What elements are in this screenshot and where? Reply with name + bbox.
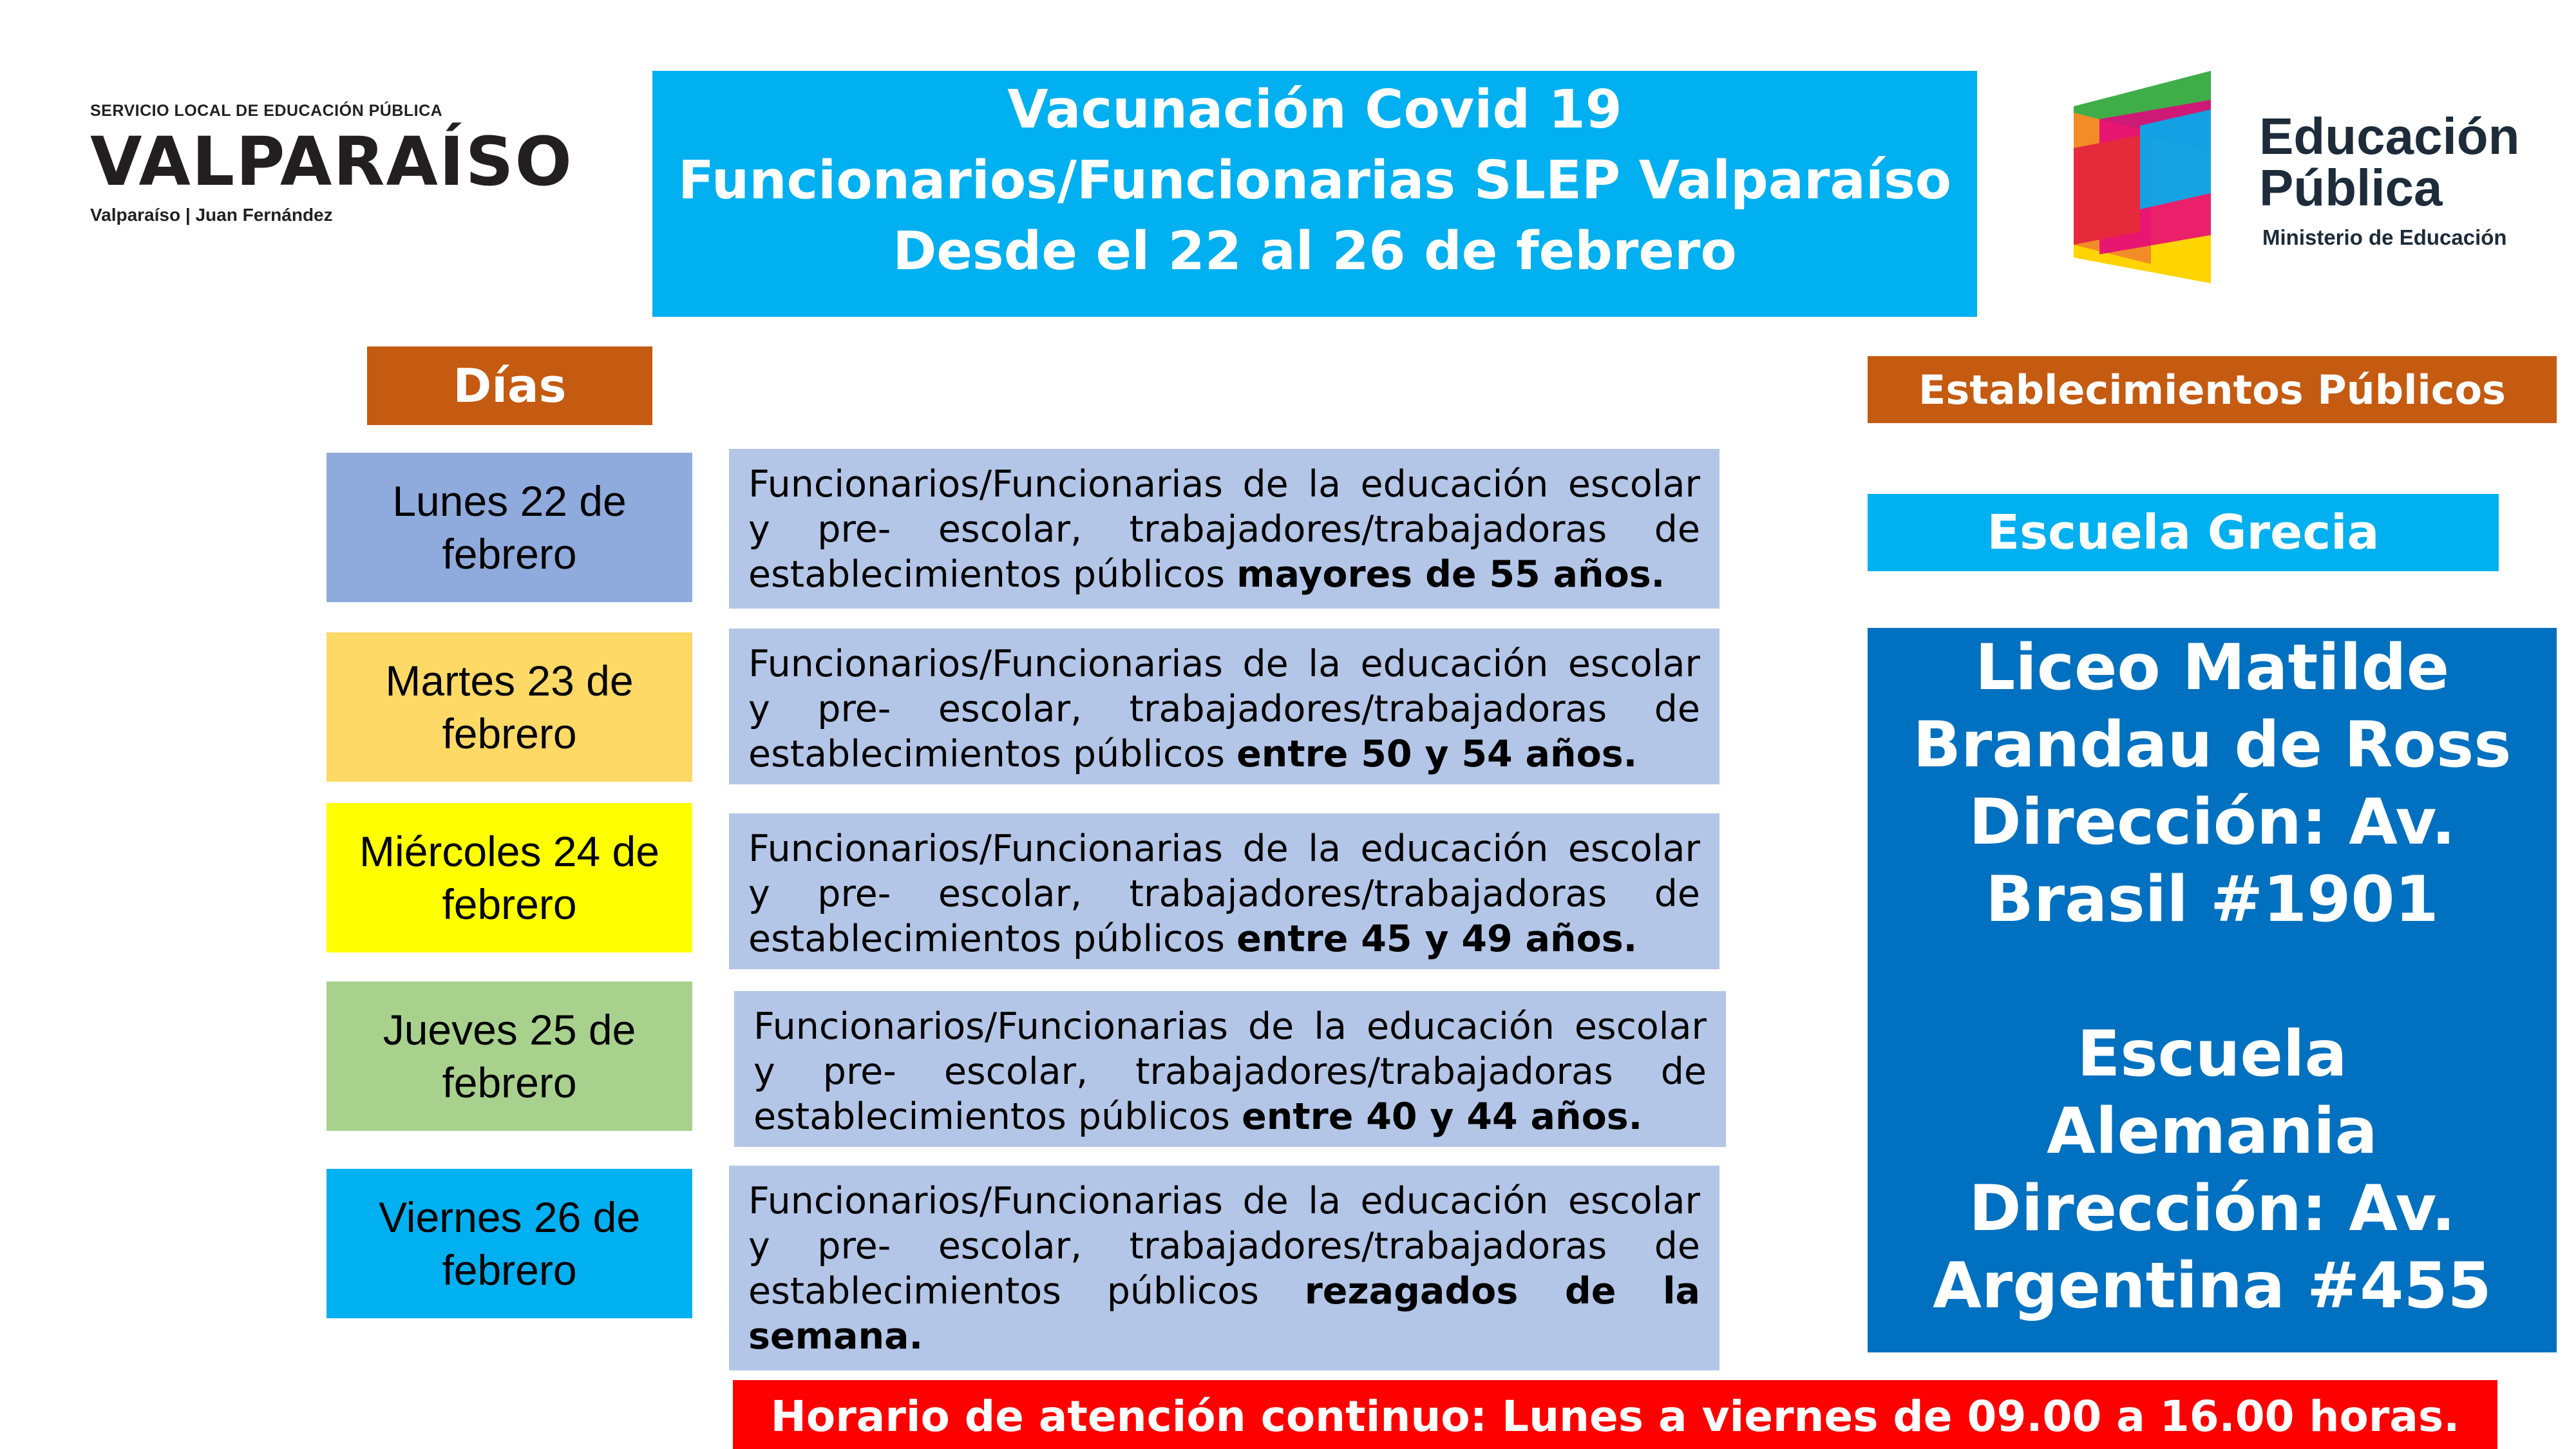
- schedule-description-age-group: rezagados de la semana.: [748, 1270, 1700, 1358]
- schedule-description-monday: [729, 449, 1719, 609]
- schedule-description-age-group: entre 40 y 44 años.: [1242, 1095, 1643, 1138]
- slep-logo-name: [90, 122, 573, 201]
- header-title: Vacunación Covid 19: [1007, 79, 1622, 140]
- schedule-description-age-group: mayores de 55 años.: [1236, 553, 1665, 596]
- schedule-description-text: Funcionarios/Funcionarias de la educación escolar y pre- escolar, trabajadores/trabajadoras de establecimientos públicos: [748, 828, 1700, 960]
- schedule-description-text: Funcionarios/Funcionarias de la educación escolar y pre- escolar, trabajadores/trabajadoras de establecimientos públicos: [748, 463, 1700, 596]
- educacion-publica-emblem-icon: [2064, 71, 2257, 309]
- schedule-description-tuesday: [729, 629, 1719, 784]
- escuela-line-1: Escuela: [2077, 1018, 2347, 1091]
- header-banner: [652, 71, 1977, 317]
- days-column-header: Días: [367, 346, 652, 425]
- day-label-wednesday: Miércoles 24 de febrero: [327, 803, 692, 952]
- liceo-line-4: Brasil #1901: [1985, 863, 2439, 936]
- liceo-line-2: Brandau de Ross: [1913, 708, 2512, 782]
- liceo-line-1: Liceo Matilde: [1975, 631, 2450, 705]
- slep-logo-bottom-text: Valparaíso | Juan Fernández: [90, 205, 333, 225]
- educacion-publica-line1: Educación: [2259, 108, 2520, 165]
- educacion-publica-line2: Pública: [2259, 159, 2443, 216]
- schedule-description-age-group: entre 50 y 54 años.: [1236, 733, 1638, 775]
- header-subtitle: Funcionarios/Funcionarias SLEP Valparaíso: [677, 150, 1952, 211]
- day-label-thursday: Jueves 25 de febrero: [327, 981, 692, 1131]
- schedule-description-wednesday: [729, 813, 1719, 969]
- locations-panel: [1868, 628, 2557, 1352]
- header-dates: Desde el 22 al 26 de febrero: [893, 221, 1737, 282]
- escuela-line-4: Argentina #455: [1933, 1249, 2492, 1323]
- educacion-publica-logo: [2064, 71, 2553, 309]
- slep-logo-name-text: VALPARAÍSO: [90, 122, 573, 201]
- locations-spacer: [1868, 938, 2557, 1016]
- schedule-description-friday: [729, 1166, 1719, 1370]
- escuela-line-3: Dirección: Av.: [1969, 1172, 2456, 1245]
- educacion-publica-line3: Ministerio de Educación: [2262, 225, 2507, 249]
- slep-valparaiso-logo: [90, 102, 605, 231]
- schedule-description-text: Funcionarios/Funcionarias de la educación escolar y pre- escolar, trabajadores/trabajadoras de establecimientos públicos: [748, 1180, 1700, 1312]
- school-grecia-label: Escuela Grecia: [1868, 494, 2499, 571]
- schedule-description-text: Funcionarios/Funcionarias de la educación escolar y pre- escolar, trabajadores/trabajadoras de establecimientos públicos: [748, 643, 1700, 775]
- schedule-description-thursday: [734, 991, 1726, 1147]
- escuela-line-2: Alemania: [2047, 1095, 2378, 1168]
- schedule-description-text: Funcionarios/Funcionarias de la educación escolar y pre- escolar, trabajadores/trabajadoras de establecimientos públicos: [753, 1005, 1707, 1138]
- slep-logo-top-text: SERVICIO LOCAL DE EDUCACIÓN PÚBLICA: [90, 102, 443, 120]
- day-label-tuesday: Martes 23 de febrero: [327, 632, 692, 782]
- day-label-friday: Viernes 26 de febrero: [327, 1169, 692, 1318]
- liceo-line-3: Dirección: Av.: [1969, 786, 2456, 859]
- establishments-column-header: Establecimientos Públicos: [1868, 356, 2557, 423]
- day-label-monday: Lunes 22 de febrero: [327, 453, 692, 602]
- opening-hours-banner: Horario de atención continuo: Lunes a viernes de 09.00 a 16.00 horas.: [733, 1380, 2497, 1449]
- schedule-description-age-group: entre 45 y 49 años.: [1236, 918, 1638, 960]
